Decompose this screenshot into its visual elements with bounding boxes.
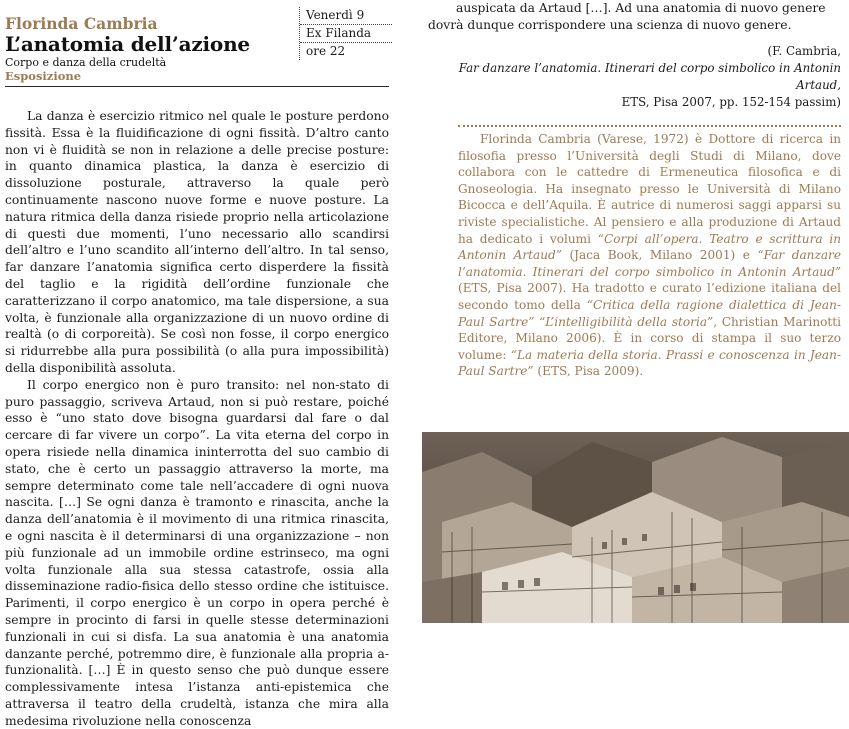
continuation-text: auspicata da Artaud […]. Ad una anatomia di nuovo genere dovrà dunque corrispondere una scienza di nuovo genere. [428,1,826,32]
bio-text: (ETS, Pisa 2007). Ha tradotto e curato l’edizione italiana del secondo tomo della [458,281,841,312]
article-title: L’anatomia dell’azione [5,32,250,56]
bio-text: (ETS, Pisa 2009). [533,364,644,379]
citation-title: Far danzare l’anatomia. Itinerari del corpo simbolico in Antonin Artaud, [458,61,841,92]
article-continuation [428,0,841,111]
event-info-box [299,7,392,60]
bio-book-title: “Far danzare l’anatomia. Itinerari del corpo simbolico in Antonin Artaud” [458,248,841,279]
body-paragraph-1: La danza è esercizio ritmico nel quale le posture perdono fissità. Essa è la fluidificazione di ogni fissità. D’altro canto non vi è fluidità se non in relazione a delle precise posture: in quanto dinamica plastica, la danza è esercizio di dissoluzione posturale, attraverso la quale però continuamente nascono nuove forme e nuove posture. La natura ritmica della danza risiede proprio nella articolazione di questi due momenti, l’uno necessario allo scandirsi dell’altro e l’uno scandito all’interno dell’altro. In tal senso, far danzare l’anatomia significa certo disperdere la fissità del taglio e la rigidità dell’ordine funzionale che caratterizzano il corpo anatomico, ma tale dispersione, a sua volta, è funzionale alla organizzazione di un nuovo ordine di realtà (o di corporeità). Se così non fosse, il corpo energico si ridurrebbe alla pura possibilità (o alla pura impossibilità) della disponibilità assoluta. [5,109,389,375]
bio-text: Florinda Cambria (Varese, 1972) è Dottore di ricerca in filosofia presso l’Università degli Studi di Milano, dove collabora con le cattedre di Ermeneutica filosofica e di Gnoseologia. Ha insegnato presso le Università di Milano Bicocca e dell’Aquila. È autrice di numerosi saggi apparsi su riviste specialistiche. Al pensiero e alla produzione di Artaud ha dedicato i volumi [458,132,841,246]
article-body [5,108,389,729]
body-paragraph-2: Il corpo energico non è puro transito: nel non-stato di puro passaggio, scriveva Artaud, non si può restare, poiché esso è “uno stato dove bisogna guardarsi dal fare o dal cercare di far vivere un corpo”. La vita eterna del corpo in opera risiede nella dinamica ininterrotta del suo cambio di stato, che è certo un passaggio attraverso la morte, ma sempre determinato come tale nell’accadere di ogni nuova nascita. […] Se ogni danza è tramonto e rinascita, anche la danza dell’anatomia è il movimento di una ritmica rinascita, e ogni nascita è il determinarsi di una organizzazione – non più funzionale ad un immobile ordine estrinseco, ma ogni volta funzionale alla sua stessa catastrofe, ossia alla disseminazione radio-fisica dello stesso ordine che istituisce. Parimenti, il corpo energico è un corpo in opera perché è sempre in procinto di farsi in quelle stesse determinazioni funzionali in cui si disfa. La sua anatomia è una anatomia danzante perché, potremmo dire, è funzionale alla propria a-funzionalità. […] È in questo senso che può dunque essere complessivamente intesa l’istanza anti-epistemica che attraversa il teatro della crudeltà, istanza che mira alla medesima rivoluzione nella conoscenza [5,377,389,728]
bio-paragraph [458,131,841,380]
citation-author: (F. Cambria, [767,44,841,58]
event-day: Venerdì 9 [300,7,392,25]
bio-book-title: “La materia della storia. Prassi e conoscenza in Jean-Paul Sartre” [458,347,841,379]
bio-book-title: “Corpi all’opera. Teatro e scrittura in Antonin Artaud” [458,231,842,263]
bio-text: (Jaca Book, Milano 2001) e [561,248,758,263]
bio-divider [458,125,841,127]
article-header [5,14,297,83]
article-subtitle: Corpo e danza della crudeltà [5,56,167,69]
photo-illustration [422,432,849,623]
city-aerial-photo [422,432,849,623]
category-label: Esposizione [5,69,82,83]
bio-book-title: “Critica della ragione dialettica di Jean-Paul Sartre” “L’intelligibilità della storia” [458,297,842,329]
event-venue: Ex Filanda [300,25,392,43]
header-divider [5,86,389,87]
event-time: ore 22 [306,44,346,58]
author-name: Florinda Cambria [5,14,158,33]
citation [428,43,841,111]
author-bio [458,131,841,380]
citation-publisher: ETS, Pisa 2007, pp. 152-154 passim) [621,95,841,109]
bio-text: , Christian Marinotti Editore, Milano 2006). È in corso di stampa il suo terzo volume: [458,314,841,362]
